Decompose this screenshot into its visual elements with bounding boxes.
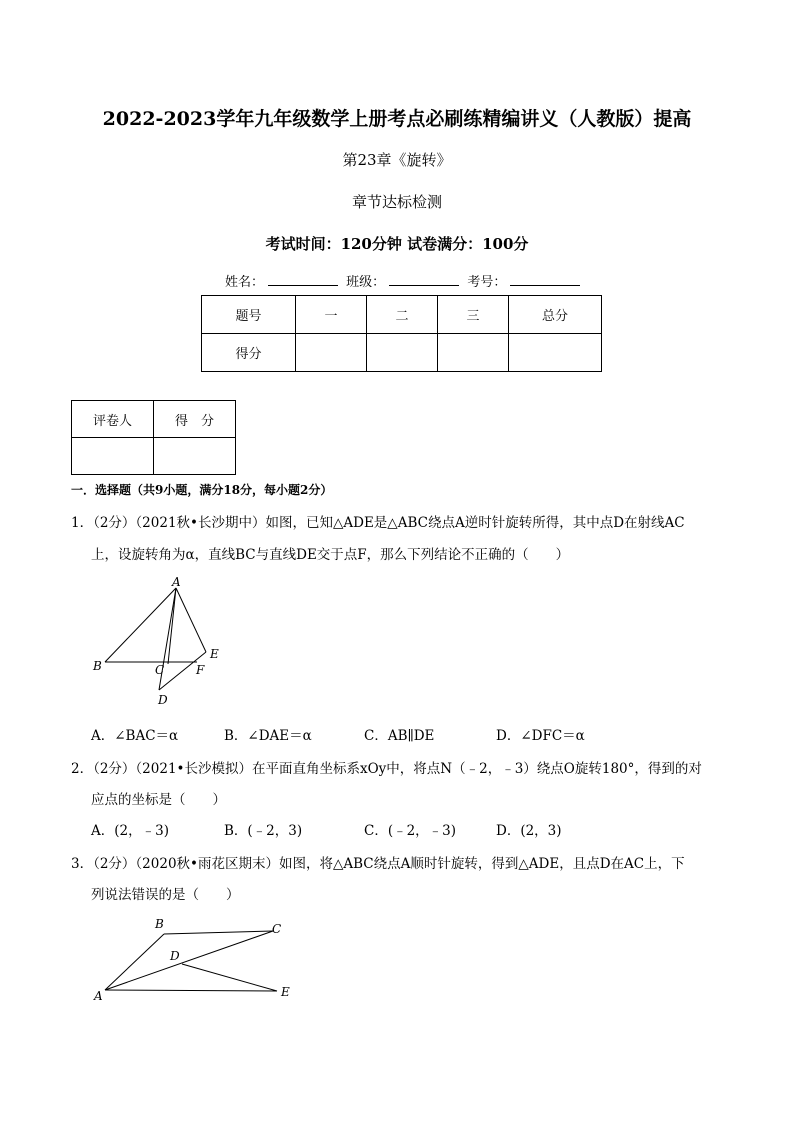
- score-table-header-row: [202, 296, 602, 334]
- figure-label-B: B: [93, 659, 102, 673]
- figure-label-D: D: [170, 949, 180, 963]
- subtitle: 章节达标检测: [351, 193, 442, 211]
- figure-label-B: B: [155, 917, 164, 931]
- question-1-figure: [85, 572, 235, 712]
- student-info: [225, 271, 584, 290]
- figure-label-A: A: [94, 989, 103, 1003]
- score-header-cell: 一: [296, 296, 367, 334]
- grader-cell[interactable]: [72, 438, 154, 475]
- name-field[interactable]: [268, 273, 338, 286]
- score-table-score-row: [202, 334, 602, 372]
- q2-option-b[interactable]: B．(﹣2，3): [224, 823, 303, 839]
- score-cell[interactable]: [509, 334, 602, 372]
- class-field[interactable]: [389, 273, 459, 286]
- score-cell[interactable]: [438, 334, 509, 372]
- question-3-line2: 列说法错误的是（ ）: [91, 887, 240, 903]
- figure-label-A: A: [172, 575, 181, 589]
- name-label: 姓名：: [225, 275, 265, 290]
- question-3-line1: 3．（2分）（2020秋•雨花区期末）如图，将△ABC绕点A顺时针旋转，得到△ADE，且点D在AC上，下: [71, 856, 685, 872]
- score-header-cell: 题号: [202, 296, 296, 334]
- score-table: [201, 295, 602, 372]
- question-1-line1: 1．（2分）（2021秋•长沙期中）如图，已知△ADE是△ABC绕点A逆时针旋转所得，其中点D在射线AC: [71, 515, 685, 531]
- class-label: 班级：: [346, 275, 386, 290]
- figure-label-C: C: [155, 663, 165, 677]
- question-1-line2: 上，设旋转角为α，直线BC与直线DE交于点F，那么下列结论不正确的（ ）: [91, 547, 570, 563]
- figure-label-C: C: [272, 922, 282, 936]
- doc-title: 2022-2023学年九年级数学上册考点必刷练精编讲义（人教版）提高: [102, 108, 692, 130]
- q2-option-a[interactable]: A．(2，﹣3): [91, 823, 169, 839]
- figure-label-D: D: [158, 693, 168, 707]
- grader-header-cell: 评卷人: [72, 401, 154, 438]
- section-heading: 一．选择题（共9小题，满分18分，每小题2分）: [71, 483, 333, 497]
- grader-table: [71, 400, 236, 475]
- q2-option-d[interactable]: D．(2，3): [496, 823, 562, 839]
- score-header-cell: 总分: [509, 296, 602, 334]
- figure-label-E: E: [281, 985, 290, 999]
- grader-header-cell: 得 分: [154, 401, 236, 438]
- q1-option-d[interactable]: D．∠DFC＝α: [496, 728, 585, 744]
- chapter-title: 第23章《旋转》: [342, 151, 452, 169]
- question-2-line1: 2．（2分）（2021•长沙模拟）在平面直角坐标系xOy中，将点N（﹣2，﹣3）绕点O旋转180°，得到的对: [71, 761, 702, 777]
- score-cell[interactable]: [296, 334, 367, 372]
- question-2-line2: 应点的坐标是（ ）: [91, 792, 226, 808]
- score-header-cell: 二: [367, 296, 438, 334]
- id-label: 考号：: [467, 275, 507, 290]
- q1-option-a[interactable]: A．∠BAC＝α: [91, 728, 179, 744]
- grader-cell[interactable]: [154, 438, 236, 475]
- id-field[interactable]: [510, 273, 580, 286]
- figure-label-F: F: [196, 663, 205, 677]
- question-3-figure: [85, 910, 305, 1010]
- score-cell[interactable]: [367, 334, 438, 372]
- exam-info: 考试时间：120分钟 试卷满分：100分: [265, 235, 529, 253]
- score-header-cell: 三: [438, 296, 509, 334]
- score-row-label: 得分: [202, 334, 296, 372]
- q1-option-c[interactable]: C．AB∥DE: [364, 728, 435, 744]
- q2-option-c[interactable]: C．(﹣2，﹣3): [364, 823, 457, 839]
- q1-option-b[interactable]: B．∠DAE＝α: [224, 728, 312, 744]
- figure-label-E: E: [210, 647, 219, 661]
